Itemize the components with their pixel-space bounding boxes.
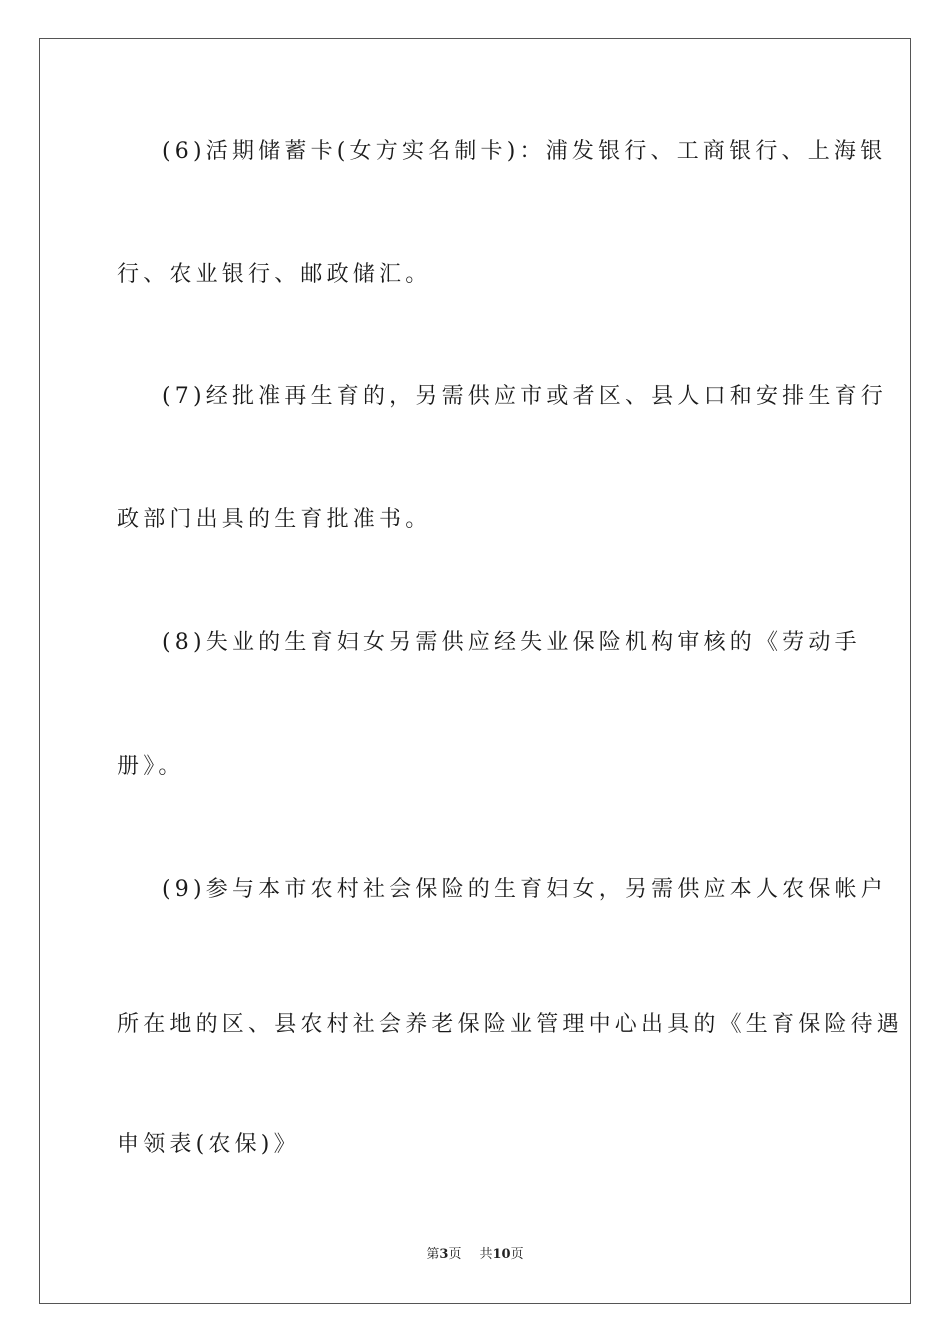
- paragraph-7-line-2: 政部门出具的生育批准书。: [117, 507, 432, 532]
- paragraph-6-line-2: 行、农业银行、邮政储汇。: [117, 262, 432, 287]
- paragraph-8-line-1: (8)失业的生育妇女另需供应经失业保险机构审核的《劳动手: [162, 630, 861, 655]
- page-footer: [0, 1246, 950, 1264]
- paragraph-9-line-3: 申领表(农保)》: [117, 1132, 300, 1157]
- paragraph-9-line-2: 所在地的区、县农村社会养老保险业管理中心出具的《生育保险待遇: [117, 1012, 904, 1037]
- paragraph-6-line-1: (6)活期储蓄卡(女方实名制卡)：浦发银行、工商银行、上海银: [162, 139, 887, 164]
- paragraph-8-line-2: 册》。: [117, 754, 185, 779]
- page-border: [39, 38, 911, 1304]
- total-suffix: 页: [510, 1247, 524, 1262]
- page-suffix: 页: [448, 1247, 462, 1262]
- paragraph-9-line-1: (9)参与本市农村社会保险的生育妇女，另需供应本人农保帐户: [162, 877, 887, 902]
- page-prefix: 第: [426, 1247, 440, 1262]
- page-total: 10: [492, 1247, 511, 1262]
- paragraph-7-line-1: (7)经批准再生育的，另需供应市或者区、县人口和安排生育行: [162, 384, 887, 409]
- total-prefix: 共: [479, 1247, 493, 1262]
- page-current: 3: [439, 1247, 449, 1262]
